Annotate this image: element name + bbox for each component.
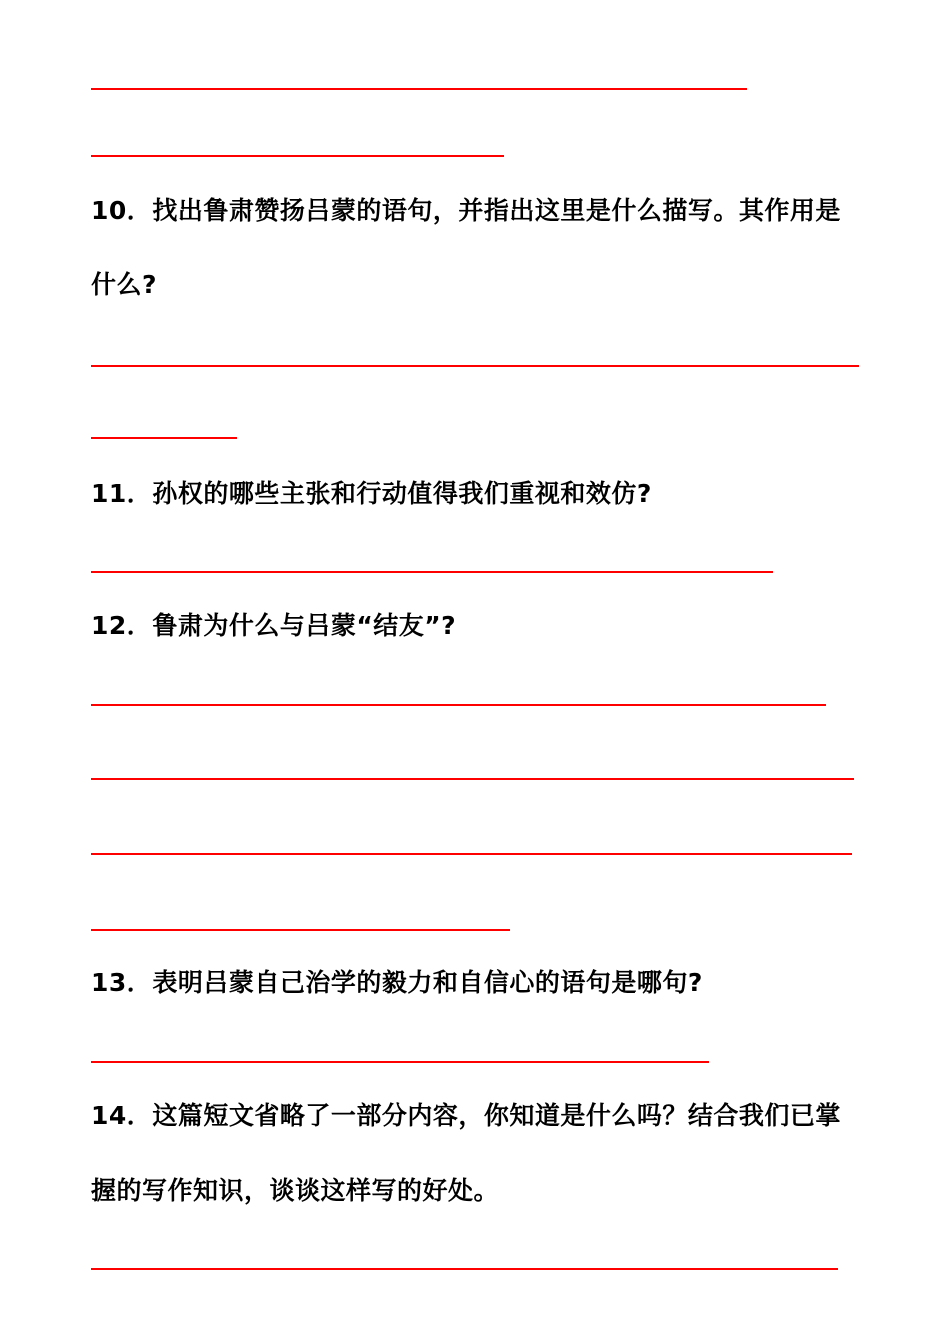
question-separator: ．	[126, 479, 153, 508]
question-number: 14	[91, 1101, 127, 1130]
question-text: 握的写作知识，谈谈这样写的好处。	[91, 1176, 500, 1205]
question-text: 找出鲁肃赞扬吕蒙的语句，并指出这里是什么描写。其作用是	[152, 196, 841, 225]
question-separator: ．	[126, 968, 153, 997]
question-14-continued	[91, 1176, 499, 1206]
answer-line	[91, 1061, 709, 1063]
answer-line	[91, 853, 852, 855]
question-12	[91, 611, 456, 641]
question-separator: ．	[126, 1101, 153, 1130]
answer-line	[91, 365, 859, 367]
question-13	[91, 968, 703, 998]
question-number: 12	[91, 611, 127, 640]
answer-line	[91, 571, 773, 573]
question-text: 什么?	[91, 270, 158, 299]
answer-line	[91, 929, 510, 931]
answer-line	[91, 88, 747, 90]
question-text: 鲁肃为什么与吕蒙“结友”?	[152, 611, 457, 640]
answer-line	[91, 704, 826, 706]
answer-line	[91, 778, 854, 780]
question-number: 13	[91, 968, 127, 997]
answer-line	[91, 1268, 838, 1270]
question-text: 这篇短文省略了一部分内容，你知道是什么吗？结合我们已掌	[152, 1101, 841, 1130]
question-14	[91, 1101, 841, 1131]
answer-line	[91, 155, 504, 157]
question-11	[91, 479, 652, 509]
question-separator: ．	[126, 611, 153, 640]
question-number: 11	[91, 479, 127, 508]
question-text: 表明吕蒙自己治学的毅力和自信心的语句是哪句?	[152, 968, 703, 997]
question-10	[91, 196, 841, 226]
question-text: 孙权的哪些主张和行动值得我们重视和效仿?	[152, 479, 652, 508]
answer-line	[91, 437, 237, 439]
question-number: 10	[91, 196, 127, 225]
question-10-continued	[91, 270, 157, 300]
question-separator: ．	[126, 196, 153, 225]
